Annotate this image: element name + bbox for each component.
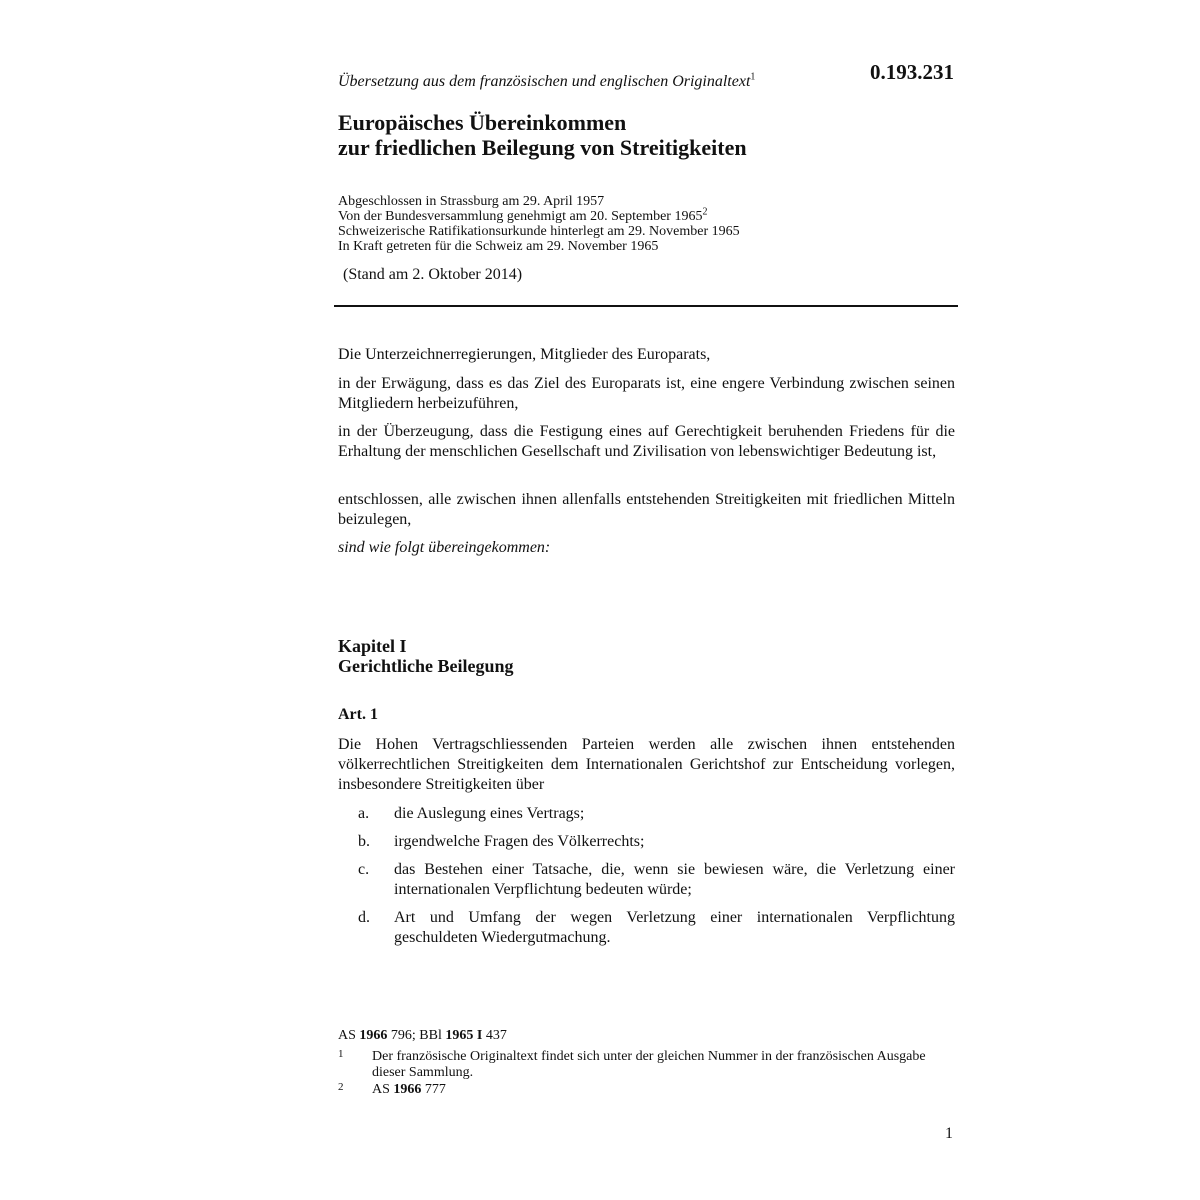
footnote-1-number: 1 [338,1048,344,1060]
bbl-page: 437 [485,1028,507,1043]
bbl-year: 1965 [445,1028,474,1043]
article-intro [338,735,955,795]
footnote-ref-2[interactable]: 2 [702,206,708,218]
meta-ratification: Schweizerische Ratifikationsurkunde hinterlegt am 29. November 1965 [338,224,740,239]
as-prefix: AS [338,1028,356,1043]
translation-note [338,73,755,91]
footnote-2-number: 2 [338,1081,344,1093]
preamble-p2-text: in der Erwägung, dass es das Ziel des Europarats ist, eine engere Verbindung zwischen seinen Mitgliedern herbeizuführen, [338,375,955,412]
footnote-ref-1[interactable]: 1 [750,71,756,83]
document-metadata [338,194,740,254]
translation-note-text: Übersetzung aus dem französischen und englischen Originaltext [338,73,751,90]
chapter-label: Kapitel I [338,636,407,656]
fn2-year: 1966 [393,1082,422,1097]
as-year: 1966 [359,1028,388,1043]
sr-number: 0.193.231 [870,60,954,84]
list-item-text: das Bestehen einer Tatsache, die, wenn sie bewiesen wäre, die Verletzung einer internationalen Verpflichtung bedeuten würde; [394,861,955,898]
preamble-p5-text: sind wie folgt übereingekommen: [338,539,551,556]
fn2-prefix: AS [372,1082,390,1097]
footnote-2-text [372,1082,446,1098]
preamble-p4 [338,490,955,530]
preamble-p1-text: Die Unterzeichnerregierungen, Mitglieder des Europarats, [338,346,711,363]
article-label: Art. 1 [338,706,378,723]
footnote-1-text: Der französische Originaltext findet sich unter der gleichen Nummer in der französischen Ausgabe dieser Sammlung. [372,1049,926,1080]
bbl-volume: I [476,1028,483,1043]
meta-approved-text: Von der Bundesversammlung genehmigt am 20. September 1965 [338,209,703,224]
fn2-page: 777 [424,1082,446,1097]
list-item-letter: b. [358,833,370,850]
title-line-2: zur friedlichen Beilegung von Streitigkeiten [338,135,747,160]
as-page: 796; BBl [390,1028,442,1043]
list-item-text: Art und Umfang der wegen Verletzung einer internationalen Verpflichtung geschuldeten Wiedergutmachung. [394,909,955,946]
page-number: 1 [945,1125,953,1142]
list-item-text: die Auslegung eines Vertrags; [394,805,585,822]
meta-in-force: In Kraft getreten für die Schweiz am 29. November 1965 [338,239,659,254]
status-date: (Stand am 2. Oktober 2014) [343,266,523,283]
list-item-text: irgendwelche Fragen des Völkerrechts; [394,833,645,850]
preamble-p2 [338,374,955,414]
list-item-letter: d. [358,909,370,926]
preamble-p3-text: in der Überzeugung, dass die Festigung eines auf Gerechtigkeit beruhenden Friedens für die Erhaltung der menschlichen Gesellschaft und Zivilisation von lebenswichtiger Bedeutung ist, [338,423,955,460]
meta-approved [338,206,740,224]
list-item-letter: a. [358,805,370,822]
list-item-letter: c. [358,861,370,878]
title-line-1: Europäisches Übereinkommen [338,110,627,135]
article-intro-text: Die Hohen Vertragschliessenden Parteien werden alle zwischen ihnen entstehenden völkerrechtlichen Streitigkeiten dem Internationalen Gerichtshof zur Entscheidung vorlegen, insbesondere Streitigkeiten über [338,736,955,793]
document-title [338,110,747,160]
chapter-title: Gerichtliche Beilegung [338,656,514,676]
preamble-p3 [338,422,955,462]
source-reference [338,1028,507,1044]
preamble-p1 [338,345,955,365]
meta-concluded: Abgeschlossen in Strassburg am 29. April 1957 [338,194,605,209]
preamble-p5 [338,538,955,558]
header-divider [334,305,958,307]
preamble-p4-text: entschlossen, alle zwischen ihnen allenfalls entstehenden Streitigkeiten mit friedlichen Mitteln beizulegen, [338,491,955,528]
chapter-heading [338,636,513,676]
